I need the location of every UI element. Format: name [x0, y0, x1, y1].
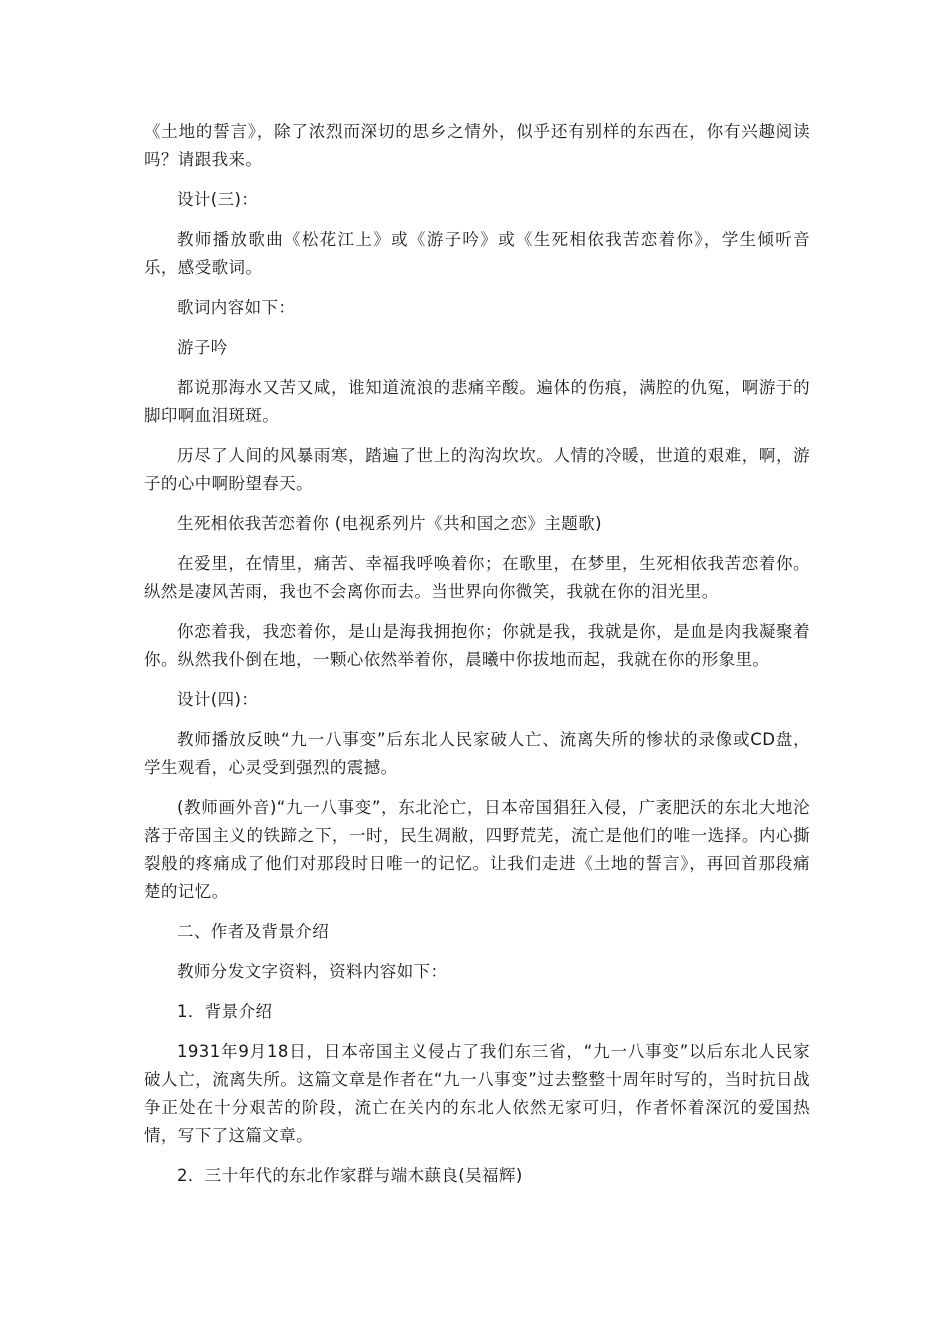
paragraph-play-video: 教师播放反映“九一八事变”后东北人民家破人亡、流离失所的惨状的录像或CD盘，学生观看，心灵受到强烈的震撼。: [144, 730, 810, 777]
paragraph-voiceover: (教师画外音)“九一八事变”，东北沦亡，日本帝国猖狂入侵，广袤肥沃的东北大地沦落于帝国主义的铁蹄之下，一时，民生凋敝，四野荒芜，流亡是他们的唯一选择。内心撕裂般的疼痛成了他们对那段时日唯一的记忆。让我们走进《土地的誓言》，再回首那段痛楚的记忆。: [144, 798, 810, 901]
paragraph-play-songs: 教师播放歌曲《松花江上》或《游子吟》或《生死相依我苦恋着你》，学生倾听音乐，感受歌词。: [144, 230, 810, 277]
subheading-background: 1．背景介绍: [177, 1002, 273, 1021]
heading-design-4: 设计(四)：: [177, 690, 259, 709]
paragraph-background-text: 1931年9月18日，日本帝国主义侵占了我们东三省，“九一八事变”以后东北人民家破人亡，流离失所。这篇文章是作者在“九一八事变”过去整整十周年时写的，当时抗日战争正处在十分艰苦的阶段，流亡在关内的东北人依然无家可归，作者怀着深沉的爱国热情，写下了这篇文章。: [144, 1042, 810, 1145]
document-body: [144, 118, 810, 1202]
paragraph-intro-continued: 《土地的誓言》，除了浓烈而深切的思乡之情外，似乎还有别样的东西在，你有兴趣阅读吗？请跟我来。: [144, 122, 810, 169]
paragraph-lyrics-intro: 歌词内容如下：: [177, 298, 296, 317]
song-title-youziyin: 游子吟: [177, 338, 228, 357]
song-title-shengsi: 生死相依我苦恋着你 (电视系列片《共和国之恋》主题歌): [177, 514, 602, 533]
lyrics-shengsi-verse-1: 在爱里，在情里，痛苦、幸福我呼唤着你；在歌里，在梦里，生死相依我苦恋着你。纵然是凄风苦雨，我也不会离你而去。当世界向你微笑，我就在你的泪光里。: [144, 554, 810, 601]
subheading-northeast-writers: 2．三十年代的东北作家群与端木蕻良(吴福辉): [177, 1166, 523, 1185]
paragraph-handout: 教师分发文字资料，资料内容如下：: [177, 962, 448, 981]
lyrics-youziyin-verse-1: 都说那海水又苦又咸，谁知道流浪的悲痛辛酸。遍体的伤痕，满腔的仇冤，啊游于的脚印啊血泪斑斑。: [144, 378, 810, 425]
lyrics-shengsi-verse-2: 你恋着我，我恋着你，是山是海我拥抱你；你就是我，我就是你，是血是肉我凝聚着你。纵然我仆倒在地，一颗心依然举着你，晨曦中你拔地而起，我就在你的形象里。: [144, 622, 810, 669]
section-heading-author-background: 二、作者及背景介绍: [177, 922, 330, 941]
lyrics-youziyin-verse-2: 历尽了人间的风暴雨寒，踏遍了世上的沟沟坎坎。人情的冷暖，世道的艰难，啊，游子的心中啊盼望春天。: [144, 446, 810, 493]
heading-design-3: 设计(三)：: [177, 190, 259, 209]
